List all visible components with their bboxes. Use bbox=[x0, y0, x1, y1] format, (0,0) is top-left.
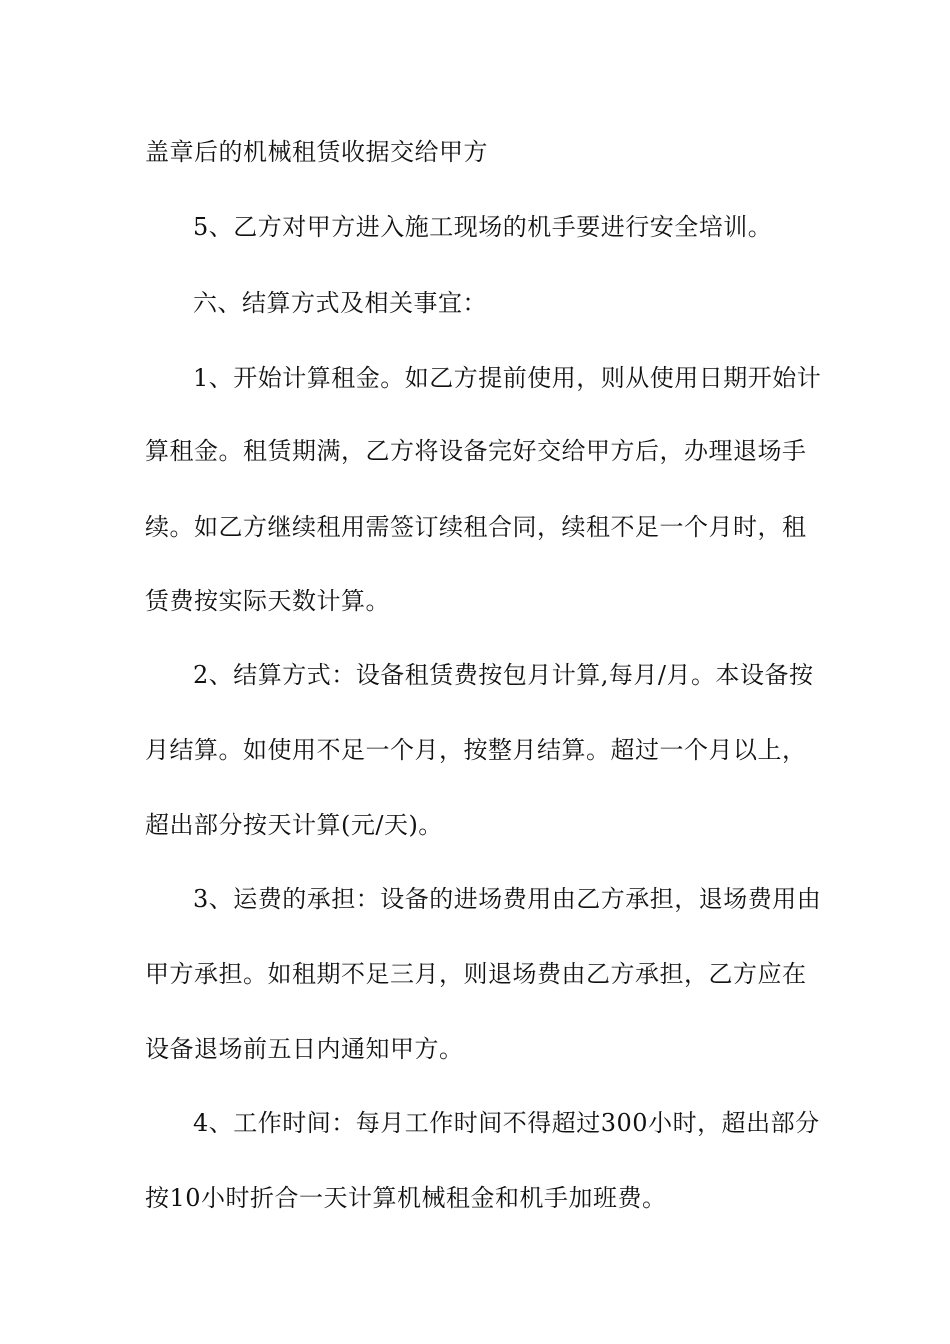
text-line: 算租金。租赁期满，乙方将设备完好交给甲方后，办理退场手 bbox=[145, 437, 807, 465]
text-line: 设备退场前五日内通知甲方。 bbox=[145, 1035, 464, 1063]
text-line: 按10小时折合一天计算机械租金和机手加班费。 bbox=[145, 1184, 667, 1212]
text-line: 盖章后的机械租赁收据交给甲方 bbox=[145, 138, 488, 166]
text-line: 5、乙方对甲方进入施工现场的机手要进行安全培训。 bbox=[193, 213, 773, 241]
text-line: 2、结算方式：设备租赁费按包月计算,每月/月。本设备按 bbox=[193, 661, 814, 689]
section-heading: 六、结算方式及相关事宜： bbox=[193, 289, 487, 317]
text-line: 甲方承担。如租期不足三月，则退场费由乙方承担，乙方应在 bbox=[145, 960, 807, 988]
text-line: 超出部分按天计算(元/天)。 bbox=[145, 811, 443, 839]
text-line: 1、开始计算租金。如乙方提前使用，则从使用日期开始计 bbox=[193, 364, 822, 392]
text-line: 续。如乙方继续租用需签订续租合同，续租不足一个月时，租 bbox=[145, 513, 807, 541]
text-line: 月结算。如使用不足一个月，按整月结算。超过一个月以上， bbox=[145, 736, 807, 764]
text-line: 赁费按实际天数计算。 bbox=[145, 587, 390, 615]
text-line: 4、工作时间：每月工作时间不得超过300小时，超出部分 bbox=[193, 1109, 820, 1137]
text-line: 3、运费的承担：设备的进场费用由乙方承担，退场费用由 bbox=[193, 885, 822, 913]
